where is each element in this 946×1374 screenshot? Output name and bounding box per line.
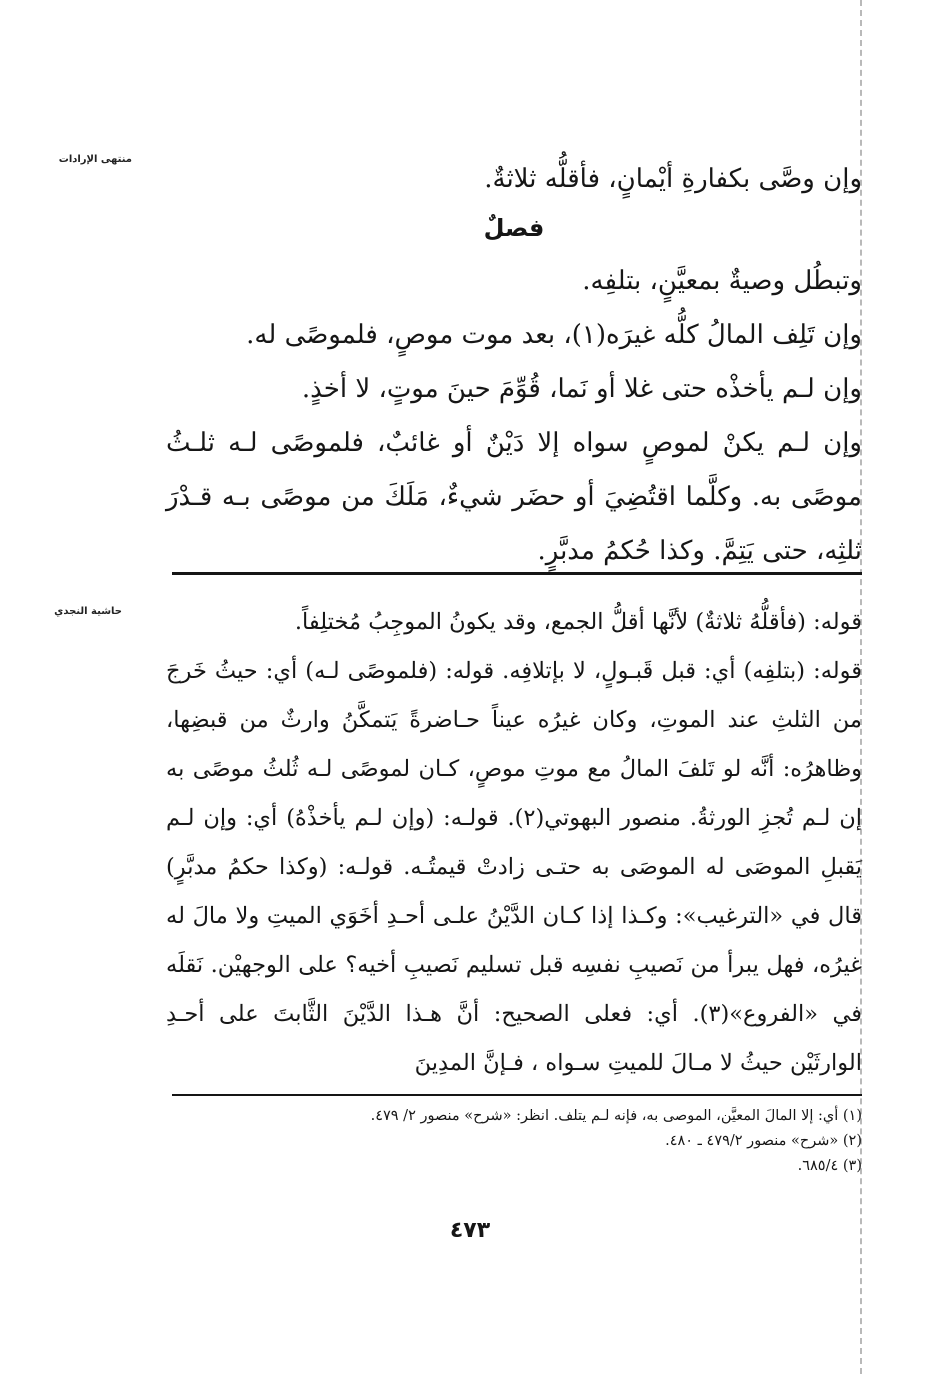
matn-paragraph-2: وإن تَلِف المالُ كلُّه غيرَه(١)، بعد موت موصٍ، فلموصًى له. <box>246 320 862 350</box>
footnote-2: (٢) «شرح» منصور ٤٧٩/٢ ـ ٤٨٠. <box>665 1133 862 1149</box>
footnotes <box>166 1104 862 1179</box>
matn-paragraph-3: وإن لـم يأخذْه حتى غلا أو نَما، قُوِّمَ حينَ موتٍ، لا أخذٍ. <box>301 374 862 404</box>
commentary-paragraph-1: قوله: (فأقلُّهُ ثلاثةٌ) لأنَّها أقلُّ الجمع، وقد يكونُ الموجِبُ مُختلِفاً. <box>294 609 862 635</box>
matn-paragraph-1: وتبطُل وصيةٌ بمعيَّنٍ، بتلفِه. <box>582 266 862 296</box>
commentary-paragraph-2: قوله: (بتلفِه) أي: قبل قَبـولٍ، لا بإتلافِه. قوله: (فلموصًى لـه) أي: حيثُ خَرجَ من الثلثِ عند الموتِ، وكان غيرُه عيناً حـاضرةً يَتمكَّنُ وارثٌ من قبضِها، وظاهرُه: أنَّه لو تَلفَ المالُ مع موتِ موصٍ، كـان لموصًى لـه ثُلثُ موصًى به إن لـم تُجزِ الورثةُ. منصور البهوتي(٢). قولـه: (وإن لـم يأخذْهُ) أي: وإن لـم يَقبلِ الموصَى له الموصَى به حتـى زادتْ قيمتُـه. قولـه: (وكذا حكمُ مدبَّرٍ) قال في «الترغيب»: وكـذا إذا كـان الدَّيْنُ علـى أحـدِ أخَوَي الميتِ ولا مالَ له غيرُه، فهل يبرأ من نَصيبِ نفسِه قبل تسليم نَصيبِ أخيه؟ على الوجهيْن. نَقلَه في «الفروع»(٣). أي: فعلى الصحيح: أنَّ هـذا الدَّيْنَ الثَّابتَ على أحـدِ الوارثَيْن حيثُ لا مـالَ للميتِ سـواه ، فـإنَّ المدِينَ <box>166 658 862 1076</box>
main-divider <box>172 572 862 575</box>
commentary-text <box>166 598 862 1088</box>
hashiya-source-label: حاشية النجدي <box>54 606 122 617</box>
page-number: ٤٧٣ <box>449 1218 491 1243</box>
footnote-1: (١) أي: إلا المالَ المعيَّن، الموصى به، فإنه لـم يتلف. انظر: «شرح» منصور ٢/ ٤٧٩. <box>370 1108 862 1124</box>
matn-line-1: وإن وصَّى بكفارةِ أيْمانٍ، فأقلُّه ثلاثةٌ. <box>484 164 862 194</box>
footnote-3: (٣) ٦٨٥/٤. <box>797 1158 862 1174</box>
main-text <box>166 152 862 578</box>
footnote-divider <box>172 1094 862 1096</box>
matn-source-label: منتهى الإرادات <box>58 154 132 165</box>
matn-paragraph-4: وإن لـم يكنْ لموصٍ سواه إلا دَيْنٌ أو غائبٌ، فلموصًى لـه ثلـثُ موصًى به. وكلَّما اقتُضِيَ أو حضَر شيءٌ، مَلَكَ من موصًى بـه قـدْرَ ثلثِه، حتى يَتِمَّ. وكذا حُكمُ مدبَّرٍ. <box>166 428 862 566</box>
section-title: فصلٌ <box>483 214 545 242</box>
